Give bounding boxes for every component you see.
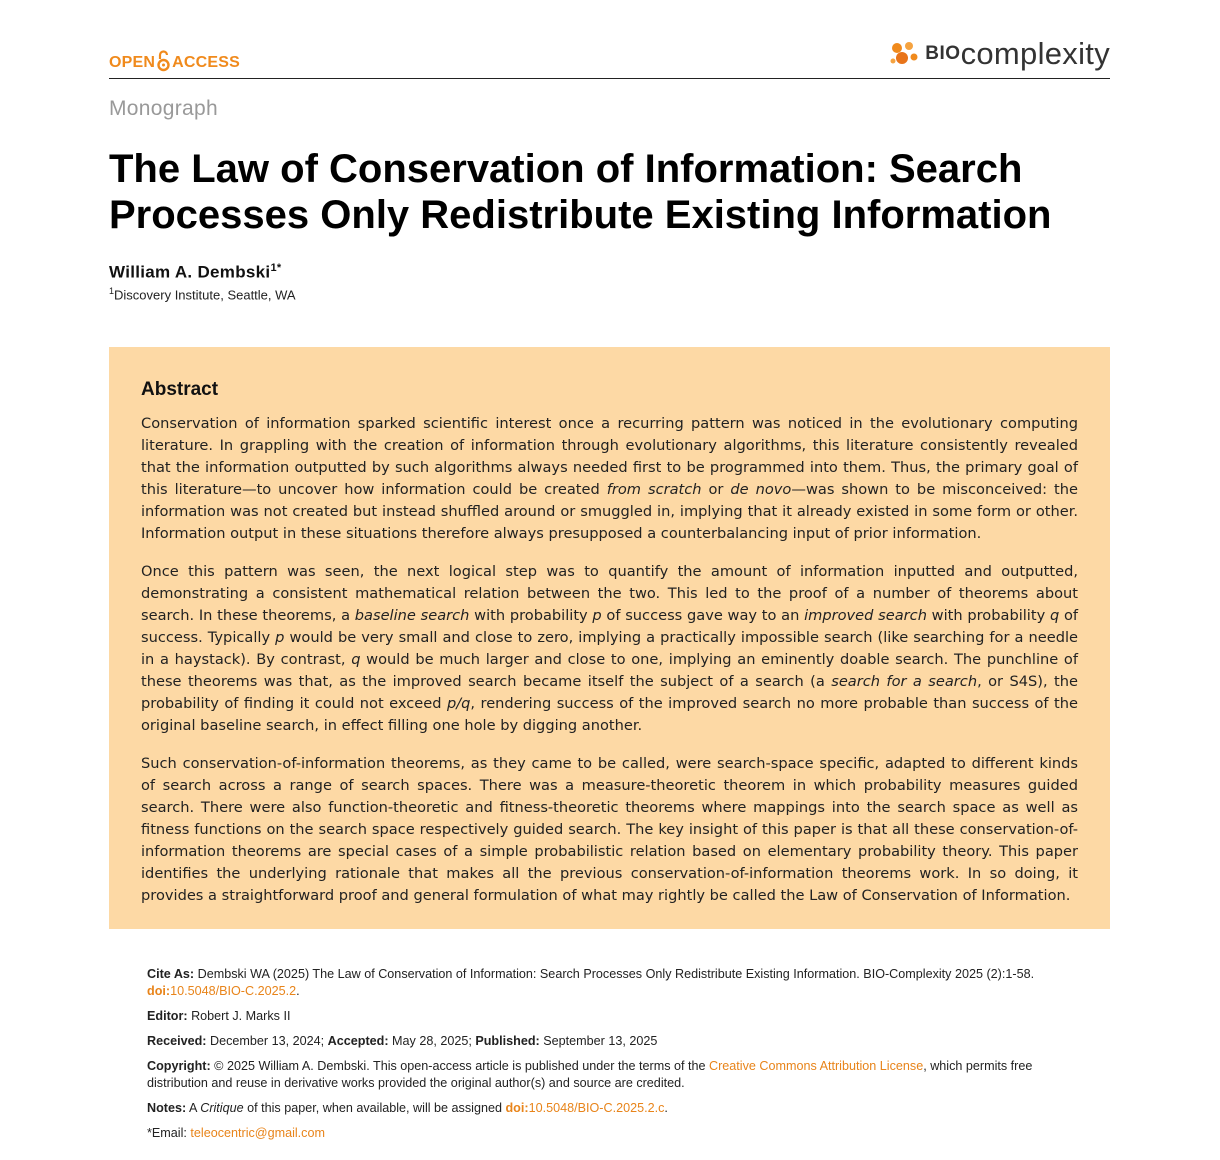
abstract-text: Conservation of information sparked scientific interest once a recurring pattern was noticed in the evolutionary computing literature. In grappling with the creation of information through evolutionary algorithms, this literature consistently revealed that the information outputted by such algorithms always needed first to be programmed into them. Thus, the primary goal of this literature—to uncover how information could be created (141, 415, 1078, 498)
abstract-paragraph-1 (141, 413, 1078, 545)
doi-end: . (296, 984, 300, 998)
copyright (147, 1058, 1077, 1092)
open-lock-icon (157, 50, 170, 72)
title-line-1: The Law of Conservation of Information: Search (109, 147, 1023, 191)
open-access-right: ACCESS (172, 54, 241, 71)
abstract-emph: p/q (446, 695, 471, 712)
notes-doi-label: doi: (505, 1101, 529, 1115)
affiliation (109, 286, 296, 302)
copyright-text: , which permits free distribution and reuse in derivative works provided the original author(s) and source are credited. (147, 1059, 1033, 1090)
abstract-text: —was shown to be misconceived: the information was not created but instead shuffled around or smuggled in, implying that it already existed in some form or other. Information output in these situations therefore always presupposed a counterbalancing input of prior information. (141, 481, 1078, 542)
abstract-text: with probability (469, 607, 593, 624)
abstract-heading: Abstract (141, 379, 219, 400)
doi-label: doi: (147, 984, 171, 998)
article-metadata (147, 966, 1077, 1150)
published-date: September 13, 2025 (543, 1034, 658, 1048)
abstract-emph: de novo (730, 481, 792, 498)
notes-text: A (189, 1101, 201, 1115)
abstract-text: or (701, 481, 731, 498)
abstract-emph: p (275, 629, 285, 646)
email-link[interactable]: teleocentric@gmail.com (190, 1126, 325, 1140)
cite-as (147, 966, 1077, 1000)
abstract-text: , or S4S), the probability of finding it could not exceed (141, 673, 1078, 712)
brand-bio: BIO (925, 43, 961, 64)
cite-text: Dembski WA (2025) The Law of Conservation of Information: Search Processes Only Redistribute Existing Information. BIO-Complexity 2025 (2):1-58. (197, 967, 1035, 981)
article-title (109, 146, 1119, 238)
abstract-paragraph-3: Such conservation-of-information theorems, as they came to be called, were search-space specific, adapted to different kinds of search across a range of search spaces. There was a measure-theoretic theorem in which probability measures guided search. There were also function-theoretic and fitness-theoretic theorems where mappings into the search space as well as fitness functions on the search space respectively guided search. The key insight of this paper is that all these conservation-of-information theorems are special cases of a simple probabilistic relation based on elementary probability theory. This paper identifies the underlying rationale that makes all the previous conservation-of-information theorems work. In so doing, it provides a straightforward proof and general formulation of what may rightly be called the Law of Conservation of Information. (141, 755, 1078, 904)
open-access-badge (109, 50, 240, 72)
abstract-text: of success gave way to an (601, 607, 805, 624)
affiliation-text: Discovery Institute, Seattle, WA (114, 287, 296, 303)
abstract-text: would be much larger and close to one, implying an eminently doable search. The punchline of these theorems was that, as the improved search became itself the subject of a search (a (141, 651, 1078, 690)
author-line (109, 262, 281, 283)
notes-end: . (664, 1101, 668, 1115)
copyright-text: © 2025 William A. Dembski. This open-access article is published under the terms of the (214, 1059, 709, 1073)
article-type: Monograph (109, 97, 218, 120)
doi-link[interactable]: 10.5048/BIO-C.2025.2 (170, 984, 297, 998)
abstract-text: of success. Typically (141, 607, 1079, 646)
abstract-emph: from scratch (606, 481, 702, 498)
abstract-emph: improved search (804, 607, 927, 624)
journal-header (109, 34, 1110, 79)
abstract-body (141, 413, 1078, 923)
abstract-text: would be very small and close to zero, implying a practically impossible search (like searching for a needle in a haystack). By contrast, (141, 629, 1079, 668)
notes (147, 1100, 1077, 1117)
license-link[interactable]: Creative Commons Attribution License (709, 1059, 924, 1073)
received-date: December 13, 2024; (210, 1034, 328, 1048)
brand-complexity: complexity (960, 36, 1110, 71)
abstract-text: , rendering success of the improved search no more probable than success of the original baseline search, in effect filling one hole by digging another. (141, 695, 1078, 734)
open-access-left: OPEN (109, 54, 156, 71)
published-label: Published: (475, 1034, 540, 1048)
notes-text: of this paper, when available, will be assigned (243, 1101, 506, 1115)
abstract-paragraph-2 (141, 561, 1078, 737)
copyright-label: Copyright: (147, 1059, 211, 1073)
abstract-emph: baseline search (354, 607, 470, 624)
abstract-text: Once this pattern was seen, the next logical step was to quantify the amount of information inputted and outputted, demonstrating a consistent mathematical relation between the two. This led to the proof of a number of theorems about search. In these theorems, a (141, 563, 1078, 624)
email-label: *Email: (147, 1126, 191, 1140)
abstract-text: with probability (926, 607, 1050, 624)
author-marks: 1* (270, 262, 282, 274)
abstract-box (109, 347, 1110, 929)
email (147, 1125, 1077, 1142)
abstract-emph: q (1049, 607, 1060, 624)
cite-label: Cite As: (147, 967, 195, 981)
notes-emph: Critique (200, 1101, 244, 1115)
notes-doi-link[interactable]: 10.5048/BIO-C.2025.2.c (528, 1101, 665, 1115)
received-label: Received: (147, 1034, 207, 1048)
editor-name: Robert J. Marks II (191, 1009, 291, 1023)
bio-complexity-logo-icon (887, 39, 921, 69)
title-line-2: Processes Only Redistribute Existing Information (109, 193, 1052, 237)
affiliation-number: 1 (109, 286, 115, 296)
accepted-date: May 28, 2025; (392, 1034, 476, 1048)
editor (147, 1008, 1077, 1025)
accepted-label: Accepted: (327, 1034, 389, 1048)
dates (147, 1033, 1077, 1050)
abstract-emph: search for a search (831, 673, 978, 690)
editor-label: Editor: (147, 1009, 188, 1023)
abstract-emph: q (351, 651, 361, 668)
journal-brand (887, 34, 1110, 74)
abstract-emph: p (592, 607, 602, 624)
notes-label: Notes: (147, 1101, 187, 1115)
author-name: William A. Dembski (109, 262, 271, 282)
